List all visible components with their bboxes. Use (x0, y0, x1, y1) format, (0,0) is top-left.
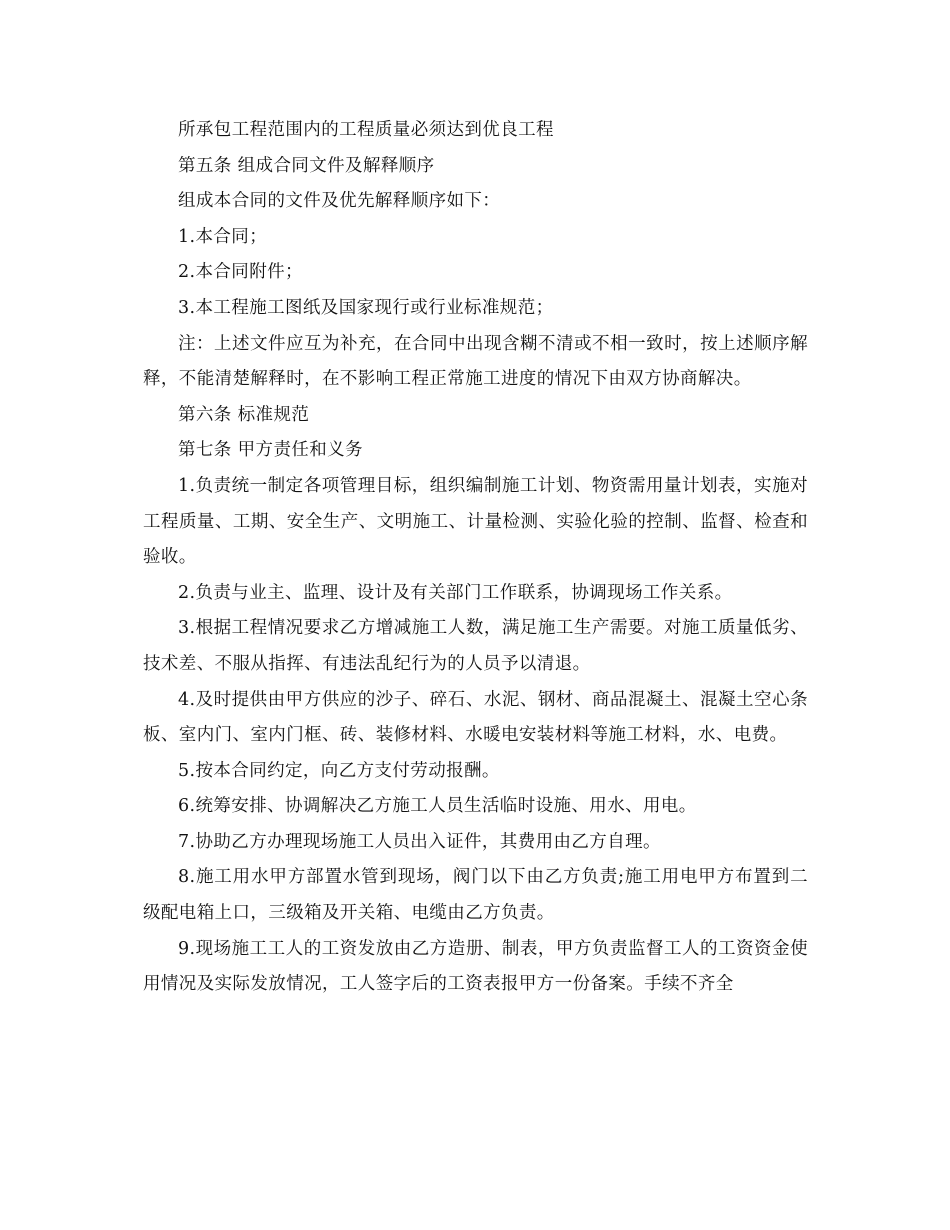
list-item-contract-annex: 2.本合同附件； (178, 262, 303, 283)
heading-article-5: 第五条 组成合同文件及解释顺序 (178, 155, 435, 176)
list-item-contract: 1.本合同； (178, 226, 268, 247)
heading-article-7: 第七条 甲方责任和义务 (178, 440, 363, 461)
list-item-party-a-duty-9: 9.现场施工工人的工资发放由乙方造册、制表，甲方负责监督工人的工资资金使用情况及实际发放情况，工人签字后的工资表报甲方一份备案。手续不齐全 (143, 938, 808, 995)
list-item-party-a-duty-2: 2.负责与业主、监理、设计及有关部门工作联系，协调现场工作关系。 (178, 582, 733, 603)
heading-article-6: 第六条 标准规范 (178, 404, 310, 425)
list-item-party-a-duty-5: 5.按本合同约定，向乙方支付劳动报酬。 (178, 760, 500, 781)
list-item-party-a-duty-4: 4.及时提供由甲方供应的沙子、碎石、水泥、钢材、商品混凝土、混凝土空心条板、室内门、室内门框、砖、装修材料、水暖电安装材料等施工材料，水、电费。 (143, 689, 808, 746)
document-body (143, 113, 808, 1003)
list-item-party-a-duty-8: 8.施工用水甲方部置水管到现场，阀门以下由乙方负责;施工用电甲方布置到二级配电箱上口，三级箱及开关箱、电缆由乙方负责。 (143, 867, 808, 924)
paragraph-document-order-intro: 组成本合同的文件及优先解释顺序如下： (178, 191, 501, 212)
paragraph-note: 注：上述文件应互为补充，在合同中出现含糊不清或不相一致时，按上述顺序解释，不能清楚解释时，在不影响工程正常施工进度的情况下由双方协商解决。 (143, 333, 808, 390)
list-item-party-a-duty-7: 7.协助乙方办理现场施工人员出入证件，其费用由乙方自理。 (178, 831, 661, 852)
list-item-party-a-duty-1: 1.负责统一制定各项管理目标，组织编制施工计划、物资需用量计划表，实施对工程质量、工期、安全生产、文明施工、计量检测、实验化验的控制、监督、检查和验收。 (143, 475, 808, 568)
paragraph-quality-requirement: 所承包工程范围内的工程质量必须达到优良工程 (178, 120, 554, 140)
list-item-party-a-duty-3: 3.根据工程情况要求乙方增减施工人数，满足施工生产需要。对施工质量低劣、技术差、不服从指挥、有违法乱纪行为的人员予以清退。 (143, 618, 808, 674)
list-item-drawings-standards: 3.本工程施工图纸及国家现行或行业标准规范； (178, 297, 554, 318)
list-item-party-a-duty-6: 6.统筹安排、协调解决乙方施工人员生活临时设施、用水、用电。 (178, 796, 697, 817)
